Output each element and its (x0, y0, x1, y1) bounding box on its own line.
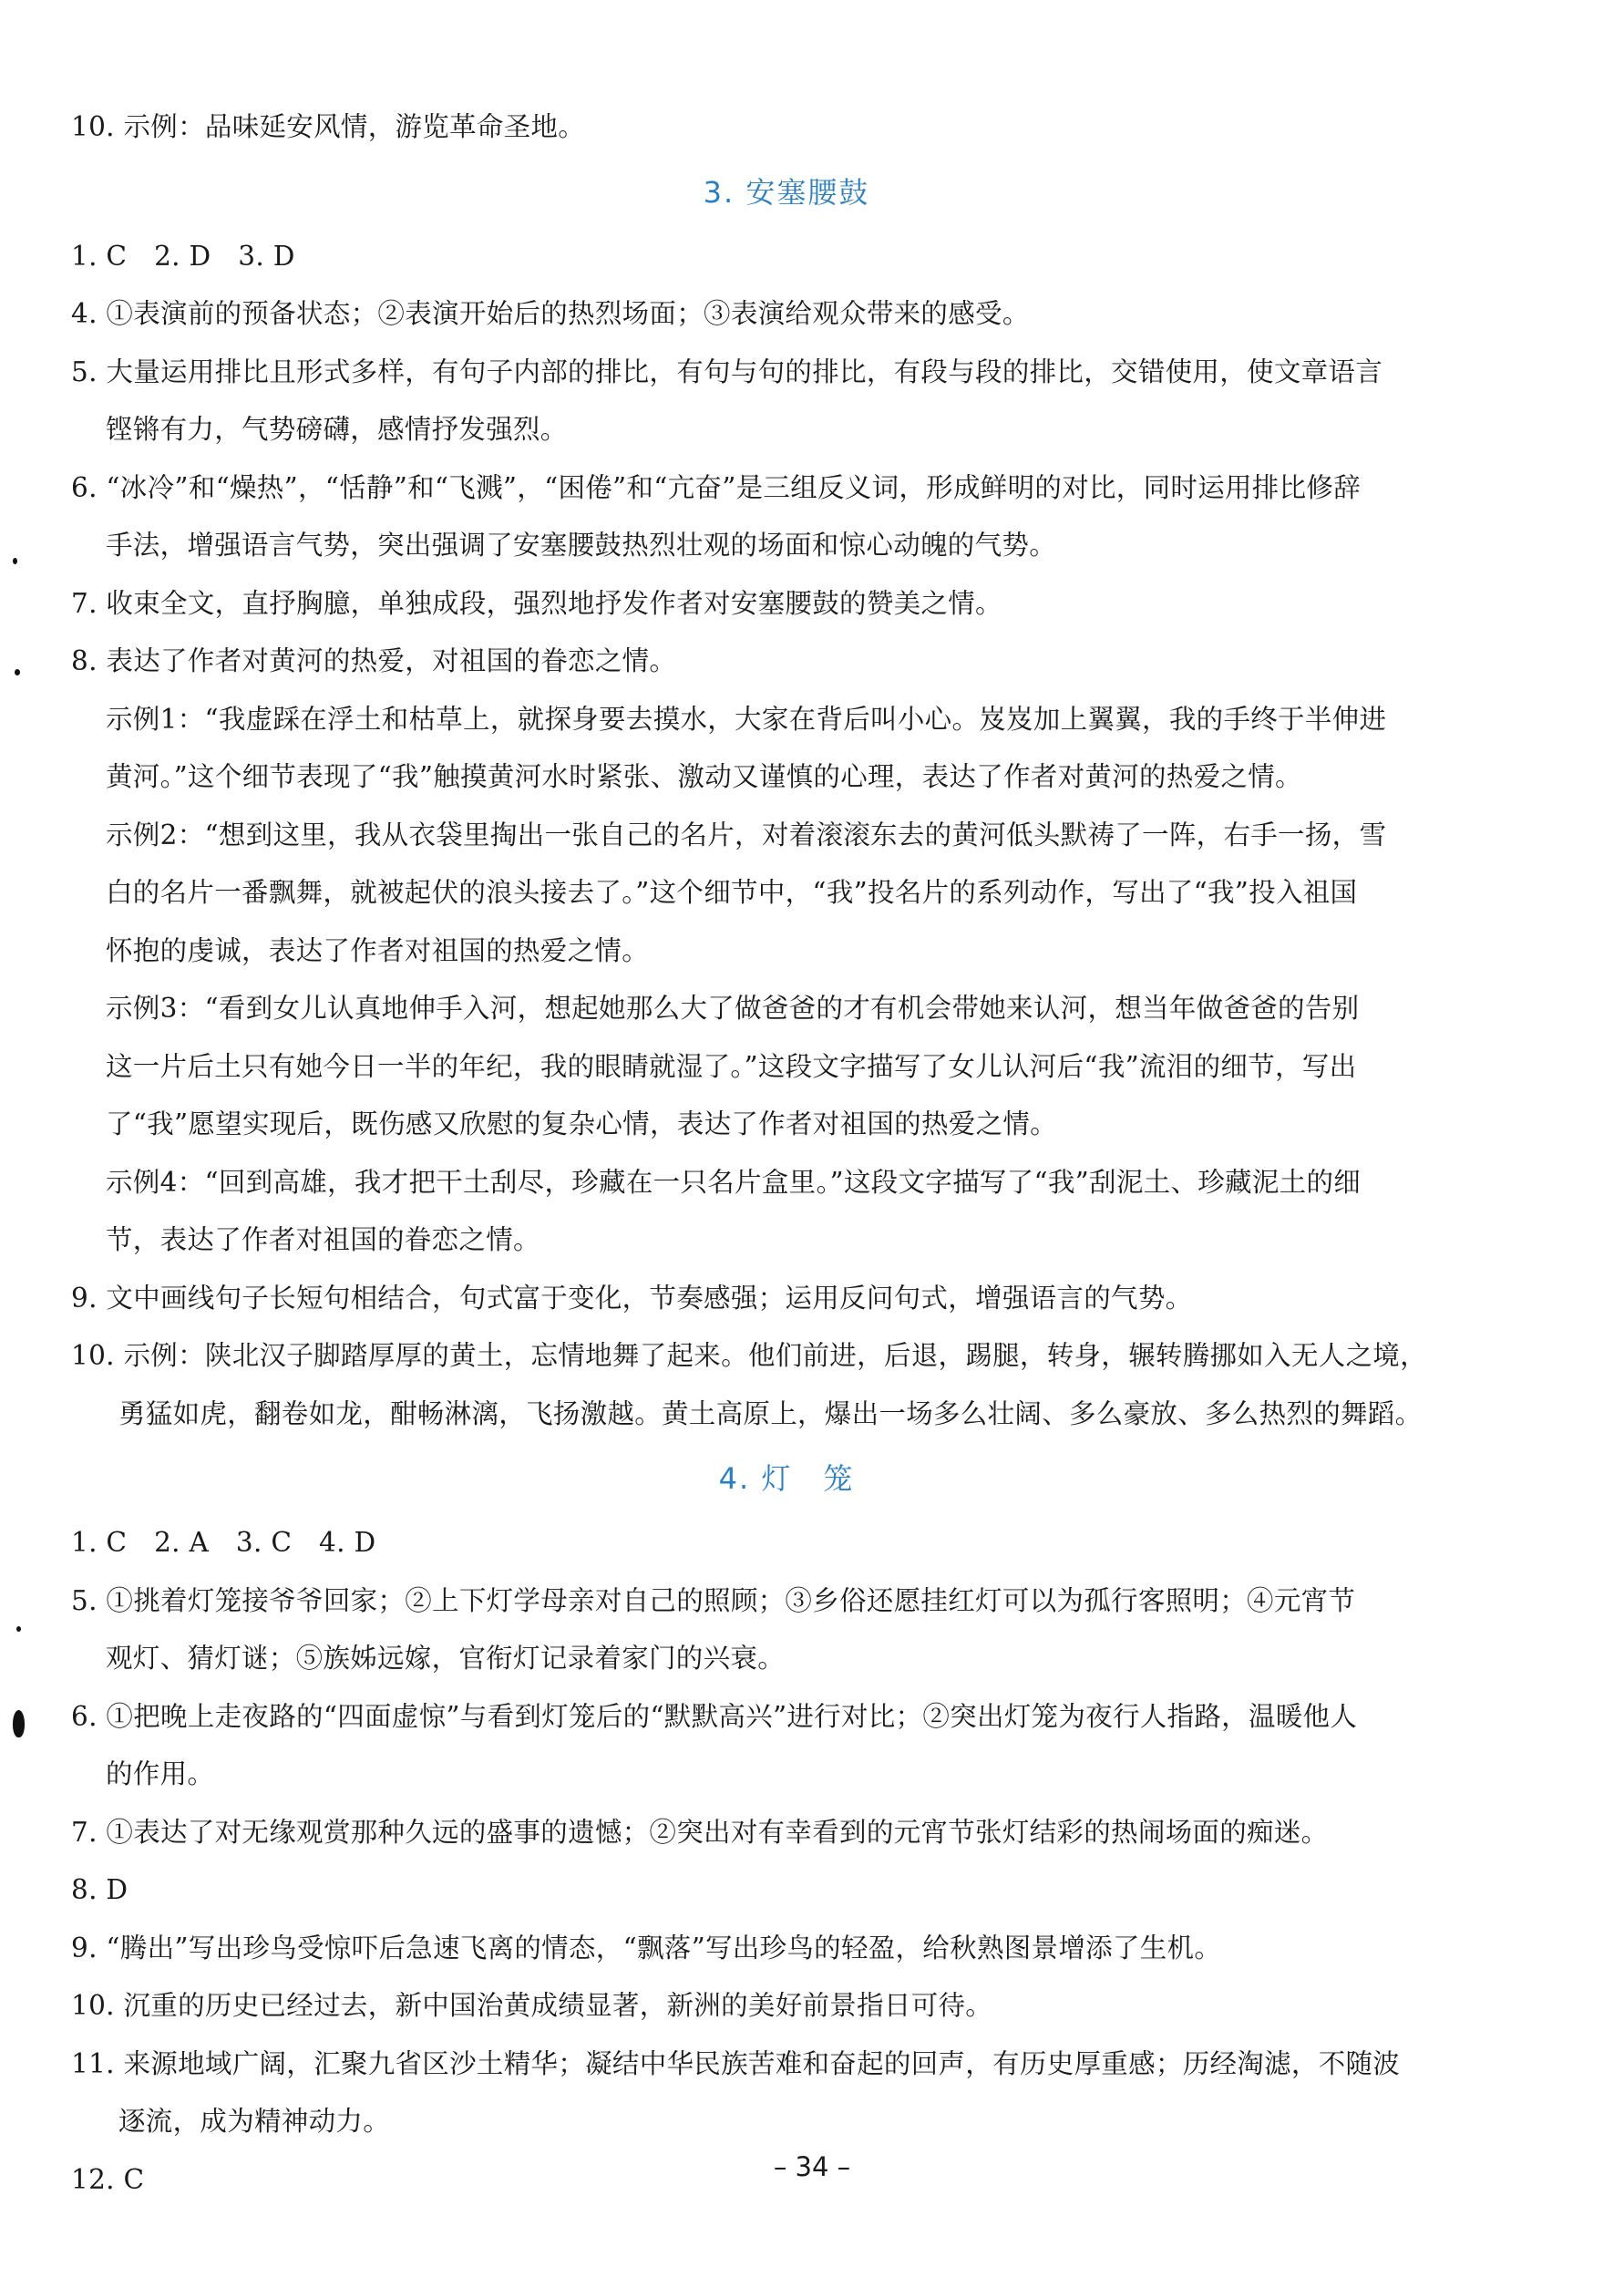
s3-line: 勇猛如虎，翻卷如龙，酣畅淋漓，飞扬激越。黄土高原上，爆出一场多么壮阔、多么豪放、多么热烈的舞蹈。 (118, 1397, 1423, 1429)
s3-line: 白的名片一番飘舞，就被起伏的浪头接去了。”这个细节中，“我”投名片的系列动作，写出了“我”投入祖国 (106, 877, 1358, 908)
s3-line: 示例4：“回到高雄，我才把干土刮尽，珍藏在一只名片盒里。”这段文字描写了“我”刮泥土、珍藏泥土的细 (106, 1166, 1362, 1198)
s3-line: 示例2：“想到这里，我从衣袋里掏出一张自己的名片，对着滚滚东去的黄河低头默祷了一阵，右手一扬，雪 (106, 819, 1387, 850)
s4-line: 5. ①挑着灯笼接爷爷回家；②上下灯学母亲对自己的照顾；③乡俗还愿挂红灯可以为孤行客照明；④元宵节 (71, 1584, 1356, 1616)
s3-line: 铿锵有力，气势磅礴，感情抒发强烈。 (106, 414, 568, 445)
s3-line: 示例3：“看到女儿认真地伸手入河，想起她那么大了做爸爸的才有机会带她来认河，想当年做爸爸的告别 (106, 993, 1360, 1024)
s3-line: 了“我”愿望实现后，既伤感又欣慰的复杂心情，表达了作者对祖国的热爱之情。 (106, 1108, 1057, 1139)
s3-line: 10. 示例：陕北汉子脚踏厚厚的黄土，忘情地舞了起来。他们前进，后退，踢腿，转身，辗转腾挪如入无人之境， (71, 1340, 1427, 1371)
answer-page (71, 98, 1502, 2209)
section-title-denglong: 4. 灯 笼 (718, 1461, 855, 1496)
s3-line: 4. ①表演前的预备状态；②表演开始后的热烈场面；③表演给观众带来的感受。 (71, 298, 1030, 329)
s3-line: 黄河。”这个细节表现了“我”触摸黄河水时紧张、激动又谨慎的心理，表达了作者对黄河的热爱之情。 (106, 761, 1302, 792)
s4-line: 8. D (71, 1874, 128, 1905)
s4-line: 11. 来源地域广阔，汇聚九省区沙土精华；凝结中华民族苦难和奋起的回声，有历史厚重感；历经淘滤，不随波 (71, 2047, 1401, 2079)
s4-line: 观灯、猜灯谜；⑤族姊远嫁，官衔灯记录着家门的兴衰。 (106, 1643, 786, 1674)
margin-mark (15, 669, 20, 675)
margin-mark (13, 558, 17, 564)
s3-line: 8. 表达了作者对黄河的热爱，对祖国的眷恋之情。 (71, 645, 677, 676)
s4-line: 7. ①表达了对无缘观赏那种久远的盛事的遗憾；②突出对有幸看到的元宵节张灯结彩的热闹场面的痴迷。 (71, 1816, 1329, 1848)
s4-line: 逐流，成为精神动力。 (118, 2106, 391, 2137)
s4-line: 6. ①把晚上走夜路的“四面虚惊”与看到灯笼后的“默默高兴”进行对比；②突出灯笼为夜行人指路，温暖他人 (71, 1700, 1358, 1732)
s3-line: 5. 大量运用排比且形式多样，有句子内部的排比，有句与句的排比，有段与段的排比，交错使用，使文章语言 (71, 356, 1383, 387)
s3-line: 6. “冰冷”和“燥热”，“恬静”和“飞溅”，“困倦”和“亢奋”是三组反义词，形成鲜明的对比，同时运用排比修辞 (71, 471, 1361, 503)
s3-line: 1. C 2. D 3. D (71, 240, 295, 272)
prev-q10: 10. 示例：品味延安风情，游览革命圣地。 (71, 111, 586, 142)
s4-line: 10. 沉重的历史已经过去，新中国治黄成绩显著，新洲的美好前景指日可待。 (71, 1990, 993, 2021)
s3-line: 7. 收束全文，直抒胸臆，单独成段，强烈地抒发作者对安塞腰鼓的赞美之情。 (71, 587, 1002, 619)
s3-line: 示例1：“我虚踩在浮土和枯草上，就探身要去摸水，大家在背后叫小心。岌岌加上翼翼，我的手终于半伸进 (106, 703, 1387, 735)
s3-line: 这一片后土只有她今日一半的年纪，我的眼睛就湿了。”这段文字描写了女儿认河后“我”流泪的细节，写出 (106, 1050, 1357, 1082)
s4-line: 1. C 2. A 3. C 4. D (71, 1527, 376, 1558)
s4-line: 12. C (71, 2163, 145, 2195)
s3-line: 怀抱的虔诚，表达了作者对祖国的热爱之情。 (106, 934, 650, 966)
s3-line: 手法，增强语言气势，突出强调了安塞腰鼓热烈壮观的场面和惊心动魄的气势。 (106, 530, 1057, 561)
page-number: – 34 – (773, 2151, 851, 2182)
s3-line: 9. 文中画线句子长短句相结合，句式富于变化，节奏感强；运用反问句式，增强语言的气势。 (71, 1282, 1193, 1314)
margin-mark (13, 1710, 25, 1737)
margin-mark (16, 1626, 21, 1632)
s4-line: 9. “腾出”写出珍鸟受惊吓后急速飞离的情态，“飘落”写出珍鸟的轻盈，给秋熟图景增添了生机。 (71, 1932, 1222, 1964)
s4-line: 的作用。 (106, 1758, 215, 1789)
s3-line: 节，表达了作者对祖国的眷恋之情。 (106, 1224, 540, 1255)
section-title-ansai-yaogu: 3. 安塞腰鼓 (703, 174, 870, 210)
